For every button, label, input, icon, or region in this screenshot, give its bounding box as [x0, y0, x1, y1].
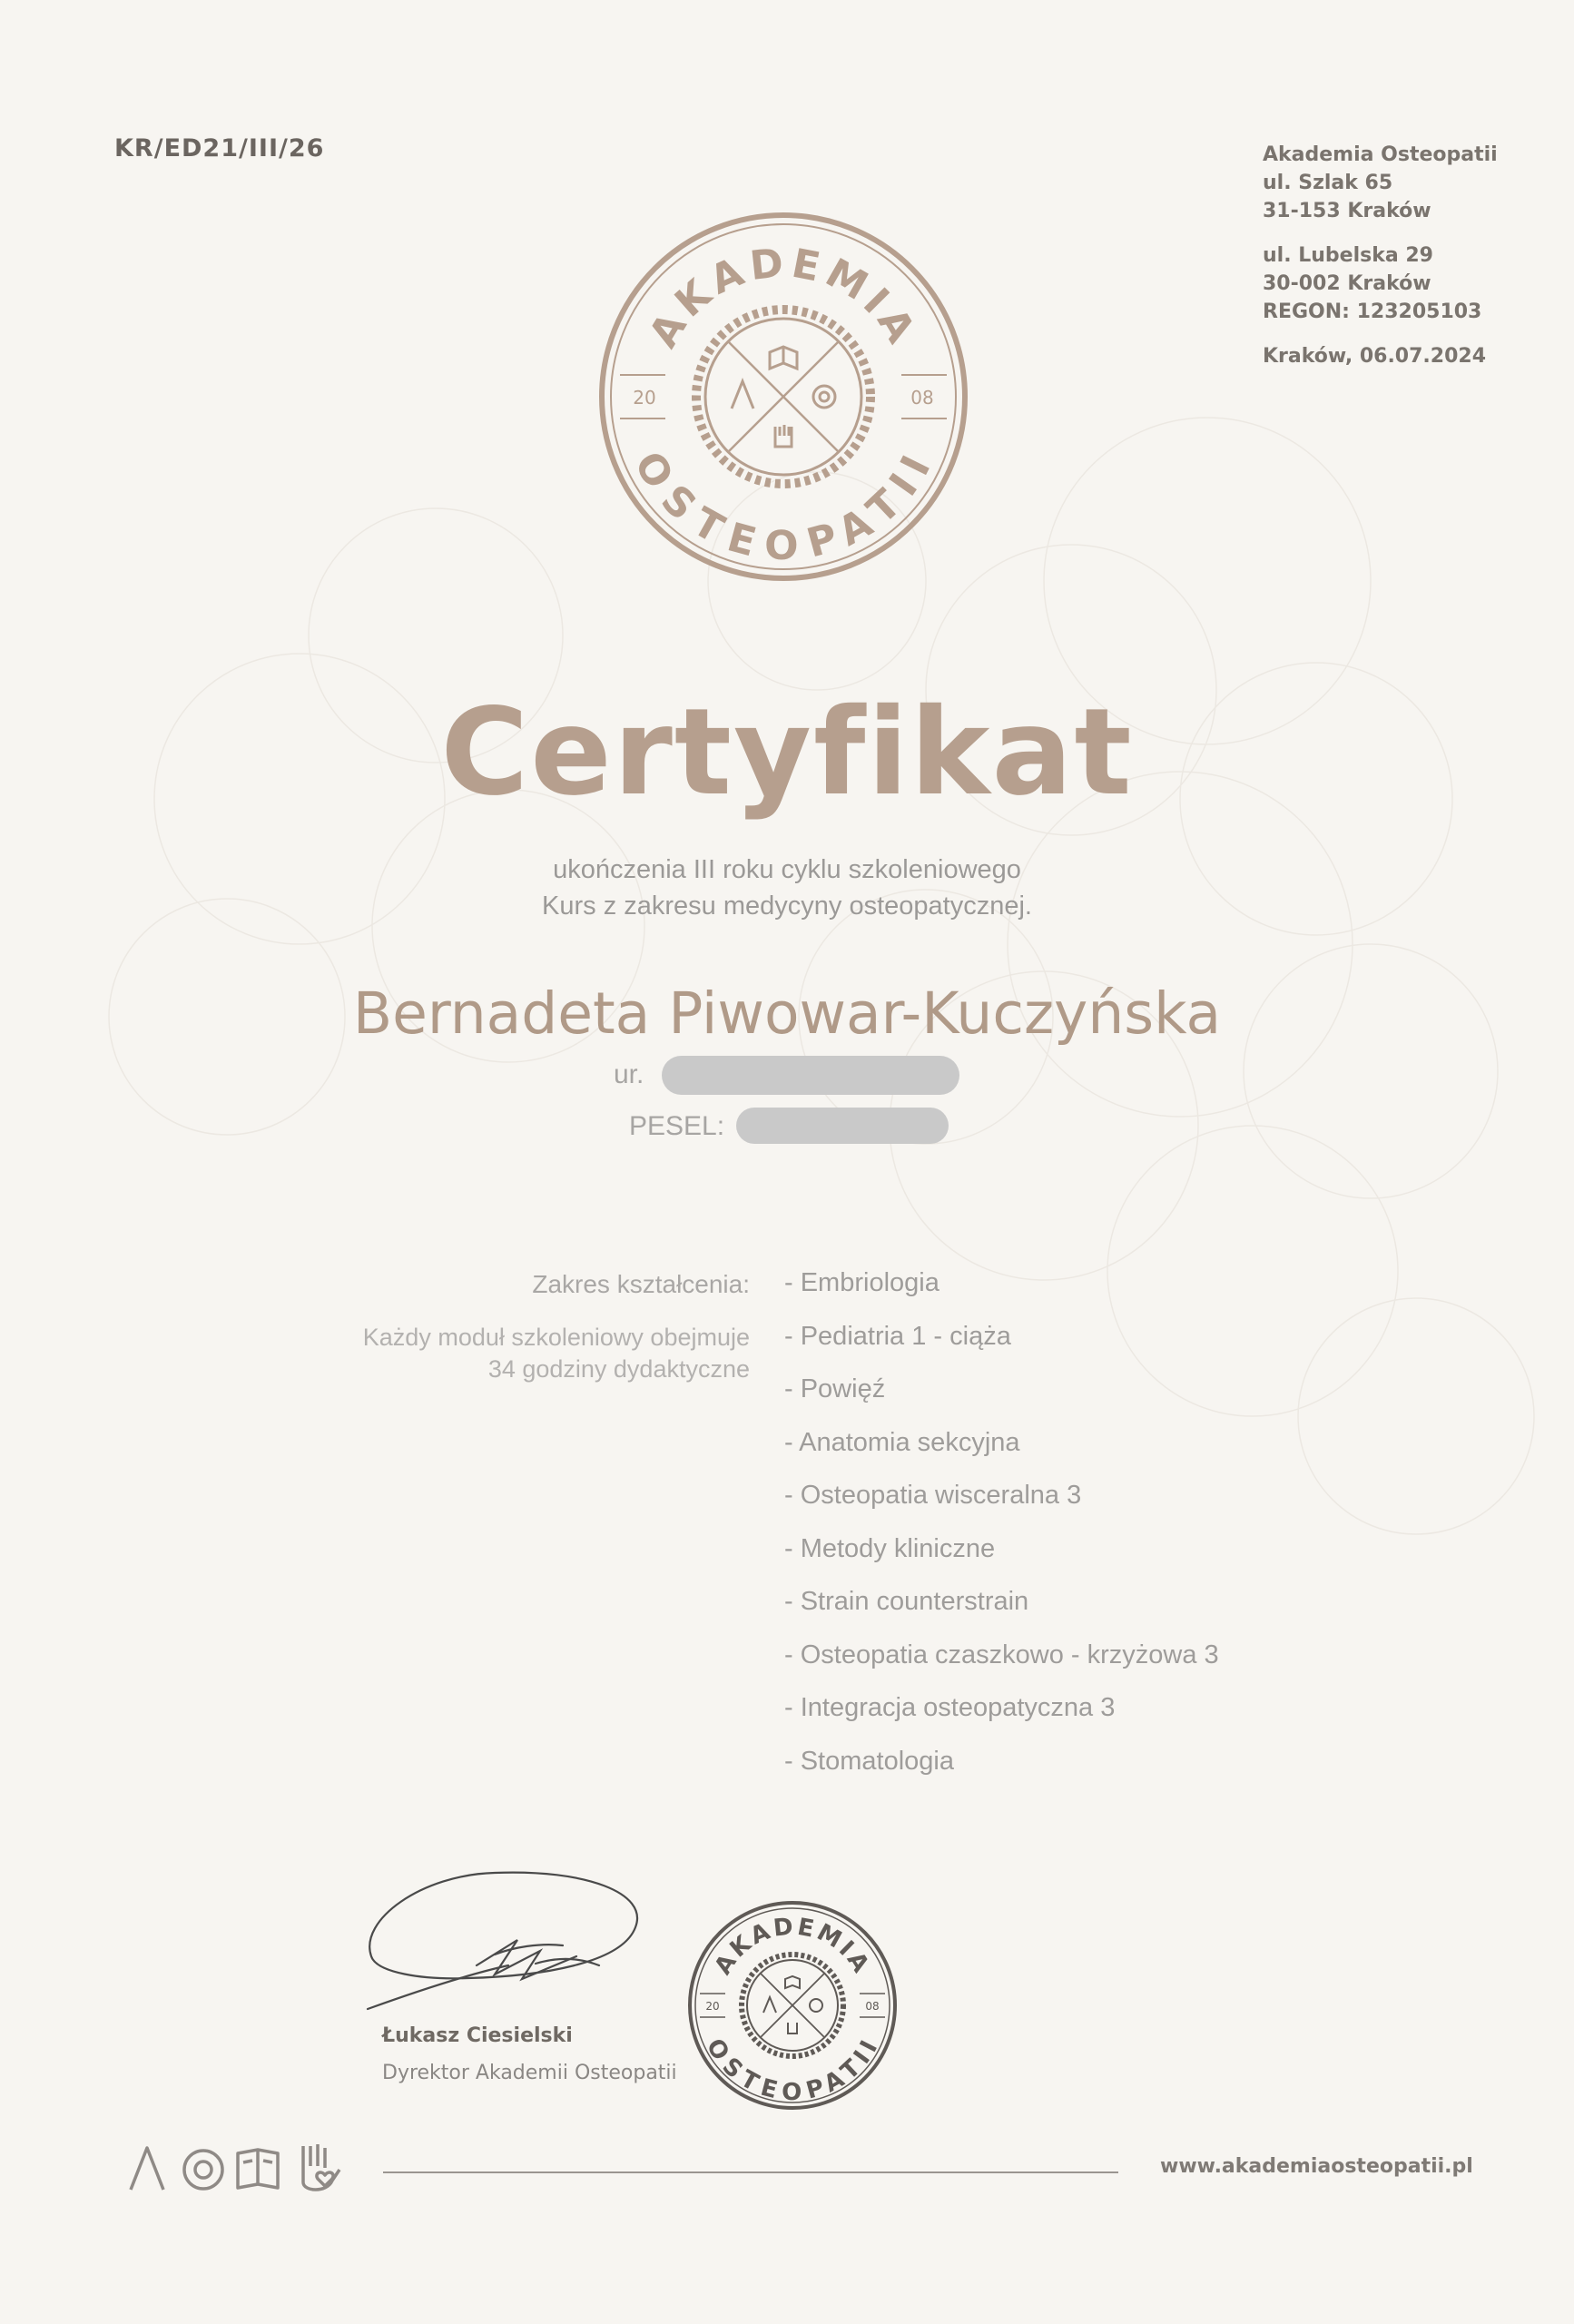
- seal-year-left: 20: [633, 387, 656, 409]
- handwritten-signature: [359, 1856, 658, 2011]
- module-item: - Integracja osteopatyczna 3: [784, 1693, 1116, 1722]
- academy-seal-logo: [597, 200, 969, 594]
- redacted-birth-date: [662, 1056, 959, 1095]
- hand-heart-icon: [303, 2144, 339, 2190]
- circle-target-icon: [184, 2151, 222, 2189]
- issuer-address-block: [1263, 141, 1498, 370]
- module-item: - Metody kliniczne: [784, 1533, 996, 1563]
- scope-note-line-1: Każdy moduł szkoleniowy obejmuje: [362, 1324, 750, 1351]
- recipient-name: Bernadeta Piwowar-Kuczyńska: [352, 980, 1222, 1047]
- module-item: - Pediatria 1 - ciąża: [784, 1321, 1011, 1351]
- issuer-city-2: 30-002 Kraków: [1263, 272, 1431, 295]
- issuer-city-1: 31-153 Kraków: [1263, 200, 1431, 222]
- document-reference-number: KR/ED21/III/26: [114, 134, 325, 162]
- issuer-street-2: ul. Lubelska 29: [1263, 244, 1433, 267]
- issuer-regon: REGON: 123205103: [1263, 300, 1482, 323]
- stamp-year-left: 20: [705, 2000, 720, 2013]
- signatory-role: Dyrektor Akademii Osteopatii: [382, 2062, 677, 2084]
- birth-date-label: ur.: [614, 1059, 644, 1089]
- module-item: - Strain counterstrain: [784, 1587, 1029, 1616]
- website-link[interactable]: www.akademiaosteopatii.pl: [1160, 2155, 1473, 2178]
- module-item: - Stomatologia: [784, 1746, 954, 1776]
- certificate-title: Certyfikat: [440, 683, 1134, 822]
- redacted-pesel: [736, 1108, 949, 1144]
- book-icon: [238, 2150, 278, 2188]
- academy-stamp-icon: [685, 1890, 900, 2121]
- module-item: - Osteopatia czaszkowo - krzyżowa 3: [784, 1640, 1219, 1669]
- footer-icon-row: [127, 2135, 354, 2199]
- issuer-name: Akademia Osteopatii: [1263, 143, 1498, 166]
- scope-label: Zakres kształcenia:: [532, 1270, 750, 1298]
- module-item: - Powięź: [784, 1374, 886, 1403]
- footer-divider: [383, 2171, 1118, 2173]
- lambda-icon: [131, 2148, 163, 2190]
- pesel-label: PESEL:: [629, 1111, 725, 1141]
- subtitle-line-1: ukończenia III roku cyklu szkoleniowego: [553, 855, 1021, 884]
- module-list: [784, 1266, 1219, 1797]
- scope-note-line-2: 34 godziny dydaktyczne: [487, 1355, 750, 1383]
- place-and-date: Kraków, 06.07.2024: [1263, 345, 1487, 368]
- certificate-subtitle: [0, 852, 1574, 924]
- scope-note: [209, 1322, 750, 1385]
- seal-year-right: 08: [910, 387, 934, 409]
- issuer-street-1: ul. Szlak 65: [1263, 172, 1393, 194]
- module-item: - Osteopatia wisceralna 3: [784, 1481, 1082, 1510]
- module-item: - Embriologia: [784, 1268, 939, 1297]
- stamp-bottom-text: OSTEOPATII: [700, 2034, 885, 2107]
- module-item: - Anatomia sekcyjna: [784, 1427, 1020, 1457]
- stamp-year-right: 08: [865, 2000, 880, 2013]
- signatory-name: Łukasz Ciesielski: [382, 2024, 573, 2047]
- seal-top-text: AKADEMIA: [640, 239, 927, 356]
- stamp-top-text: AKADEMIA: [709, 1913, 876, 1980]
- subtitle-line-2: Kurs z zakresu medycyny osteopatycznej.: [542, 891, 1032, 921]
- seal-bottom-text: OSTEOPATII: [625, 443, 943, 570]
